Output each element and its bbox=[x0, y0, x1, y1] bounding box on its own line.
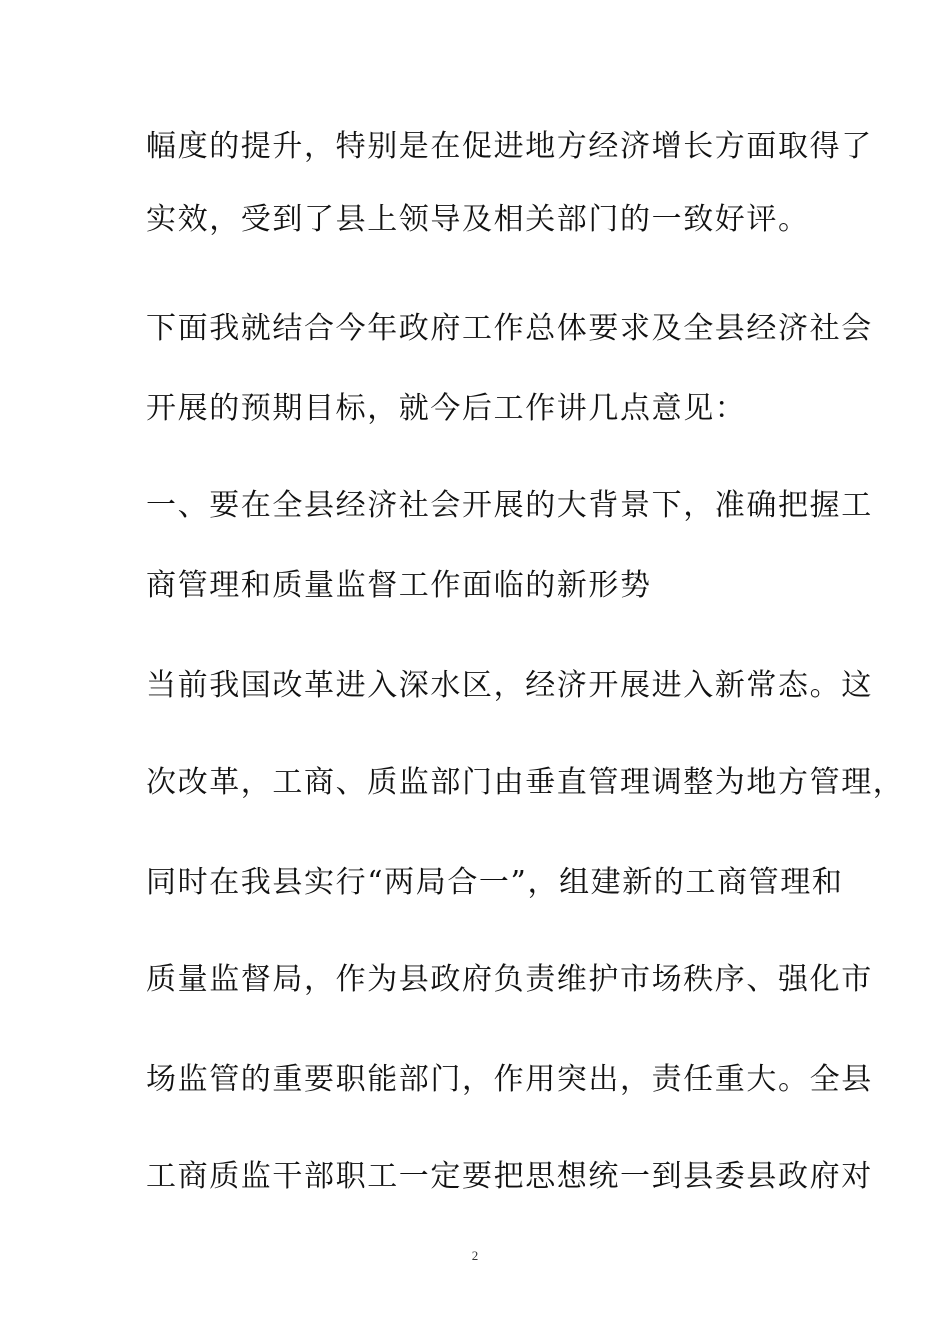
text-line: 当前我国改革进入深水区，经济开展进入新常态。这 bbox=[146, 668, 873, 703]
text-line: 质量监督局，作为县政府负责维护市场秩序、强化市 bbox=[146, 962, 873, 997]
text-line: 下面我就结合今年政府工作总体要求及全县经济社会 bbox=[146, 311, 873, 346]
text-line: 商管理和质量监督工作面临的新形势 bbox=[146, 568, 652, 603]
text-line: 工商质监干部职工一定要把思想统一到县委县政府对 bbox=[146, 1159, 873, 1194]
text-line: 场监管的重要职能部门，作用突出，责任重大。全县 bbox=[146, 1062, 873, 1097]
page-number: 2 bbox=[471, 1248, 479, 1263]
text-line: 一、要在全县经济社会开展的大背景下，准确把握工 bbox=[146, 488, 873, 523]
text-line: 实效，受到了县上领导及相关部门的一致好评。 bbox=[146, 202, 810, 237]
text-line: 次改革，工商、质监部门由垂直管理调整为地方管理， bbox=[146, 765, 905, 800]
text-line: 同时在我县实行“两局合一”，组建新的工商管理和 bbox=[146, 865, 844, 900]
text-line: 开展的预期目标，就今后工作讲几点意见： bbox=[146, 391, 747, 426]
text-line: 幅度的提升，特别是在促进地方经济增长方面取得了 bbox=[146, 129, 873, 164]
